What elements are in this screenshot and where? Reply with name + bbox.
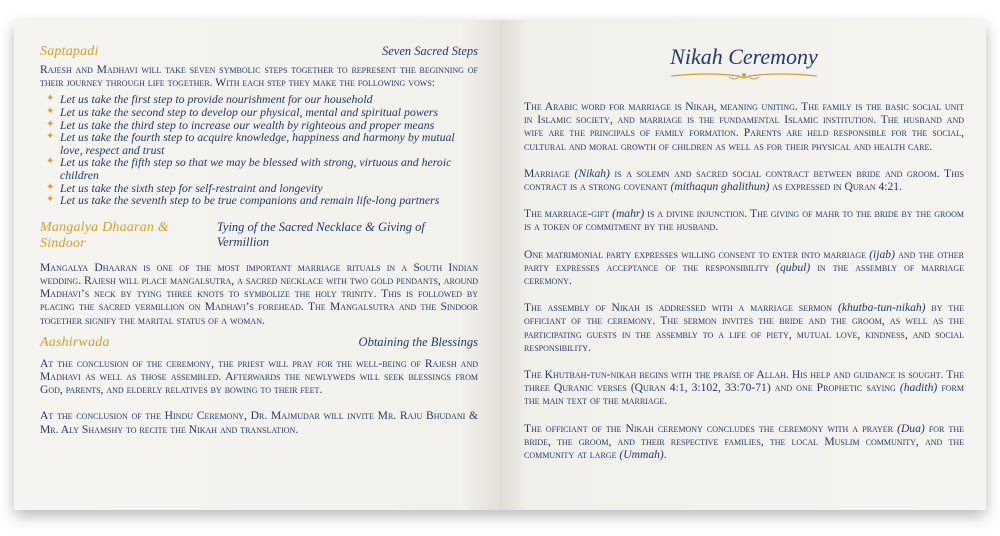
nikah-title: Nikah Ceremony [670, 44, 818, 69]
vows-list [40, 93, 478, 206]
nikah-paragraph-1: The Arabic word for marriage is Nikah, meaning uniting. The family is the basic social unit in Islamic society, and marriage is the fundamental Islamic institution. The husband and wife are the principals of family formation. Parents are held responsible for the social, cultural and moral growth of children as well as for their physical and health care. [524, 100, 964, 153]
saptapadi-header [40, 44, 478, 60]
diamond-bullet-icon: ✦ [46, 156, 55, 168]
mangalya-title: Mangalya Dhaaran & Sindoor [40, 219, 169, 251]
list-item: ✦ Let us take the first step to provide nourishment for our household [46, 92, 373, 107]
diamond-bullet-icon: ✦ [46, 181, 55, 193]
diamond-bullet-icon: ✦ [46, 106, 55, 117]
booklet-spread [14, 20, 986, 510]
list-item: ✦ Let us take the fifth step so that we may be blessed with strong, virtuous and heroic children [46, 155, 452, 182]
nikah-body [524, 100, 964, 461]
mangalya-body: Mangalya Dhaaran is one of the most important marriage rituals in a South Indian wedding. Rajesh will place mangalsutra, a sacred necklace with two gold pendants, around Madhavi’s neck by tying three knots to symbolize the holy trinity. This is followed by placing the sacred vermillion on Madhavi’s forehead. The Mangalsutra and the Sindoor together signify the marital status of a woman. [40, 260, 478, 327]
diamond-bullet-icon: ✦ [46, 131, 55, 143]
mangalya-subtitle: Tying of the Sacred Necklace & Giving of Vermillion [216, 219, 425, 249]
left-page [14, 20, 500, 510]
right-page [500, 20, 986, 510]
diamond-bullet-icon: ✦ [46, 118, 55, 130]
nikah-paragraph-2: Marriage (Nikah) is a solemn and sacred social contract between bride and groom. This contract is a strong covenant (mithaqun ghalithun) as expressed in Quran 4:21. [524, 166, 964, 194]
aashirwada-title: Aashirwada [40, 334, 110, 350]
aashirwada-body-2: At the conclusion of the Hindu Ceremony, Dr. Majmudar will invite Mr. Raju Bhudani & Mr. Aly Shamshy to recite the Nikah and translation. [40, 409, 478, 436]
flourish-icon [669, 70, 819, 82]
list-item: ✦ Let us take the second step to develop our physical, mental and spiritual powers [46, 105, 439, 119]
mangalya-header [40, 220, 478, 252]
diamond-bullet-icon: ✦ [46, 93, 55, 105]
list-item: ✦ Let us take the seventh step to be true companions and remain life-long partners [46, 193, 440, 208]
nikah-paragraph-5: The assembly of Nikah is addressed with a marriage sermon (khutba-tun-nikah) by the officiant of the ceremony. The sermon invites the bride and the groom, as well as the participating guests in the assembly to a life of piety, mutual love, kindness, and social responsibility. [524, 301, 964, 354]
saptapadi-intro: Rajesh and Madhavi will take seven symbolic steps together to represent the beginning of their journey through life together. With each step they make the following vows: [40, 63, 478, 90]
diamond-bullet-icon: ✦ [46, 194, 55, 206]
saptapadi-title: Saptapadi [40, 44, 99, 59]
nikah-paragraph-3: The marriage-gift (mahr) is a divine injunction. The giving of mahr to the bride by the groom is a token of commitment by the husband. [524, 207, 964, 234]
list-item: ✦ Let us take the sixth step for self-restraint and longevity [46, 180, 323, 195]
list-item: ✦ Let us take the fourth step to acquire knowledge, happiness and harmony by mutual love, respect and trust [46, 130, 455, 157]
aashirwada-subtitle: Obtaining the Blessings [358, 334, 478, 349]
nikah-paragraph-4: One matrimonial party expresses willing consent to enter into marriage (ijab) and the other party expresses acceptance of the responsibility (qubul) in the assembly of marriage ceremony. [524, 247, 964, 288]
nikah-header [524, 44, 964, 82]
nikah-paragraph-7: The officiant of the Nikah ceremony concludes the ceremony with a prayer (Dua) for the bride, the groom, and their respective families, the local Muslim community, and the community at large (Ummah). [524, 421, 964, 462]
saptapadi-subtitle: Seven Sacred Steps [381, 44, 478, 58]
aashirwada-header [40, 335, 478, 351]
nikah-paragraph-6: The Khutbah-tun-nikah begins with the praise of Allah. His help and guidance is sought. The three Quranic verses (Quran 4:1, 3:102, 33:70-71) and one Prophetic saying (hadith) form the main text of the marriage. [524, 368, 964, 408]
aashirwada-body-1: At the conclusion of the ceremony, the priest will pray for the well-being of Rajesh and Madhavi as well as those assembled. Afterwards the newlyweds will seek blessings from God, parents, and elderly relatives by bowing to their feet. [40, 356, 478, 397]
list-item: ✦ Let us take the third step to increase our wealth by righteous and proper means [46, 117, 435, 132]
